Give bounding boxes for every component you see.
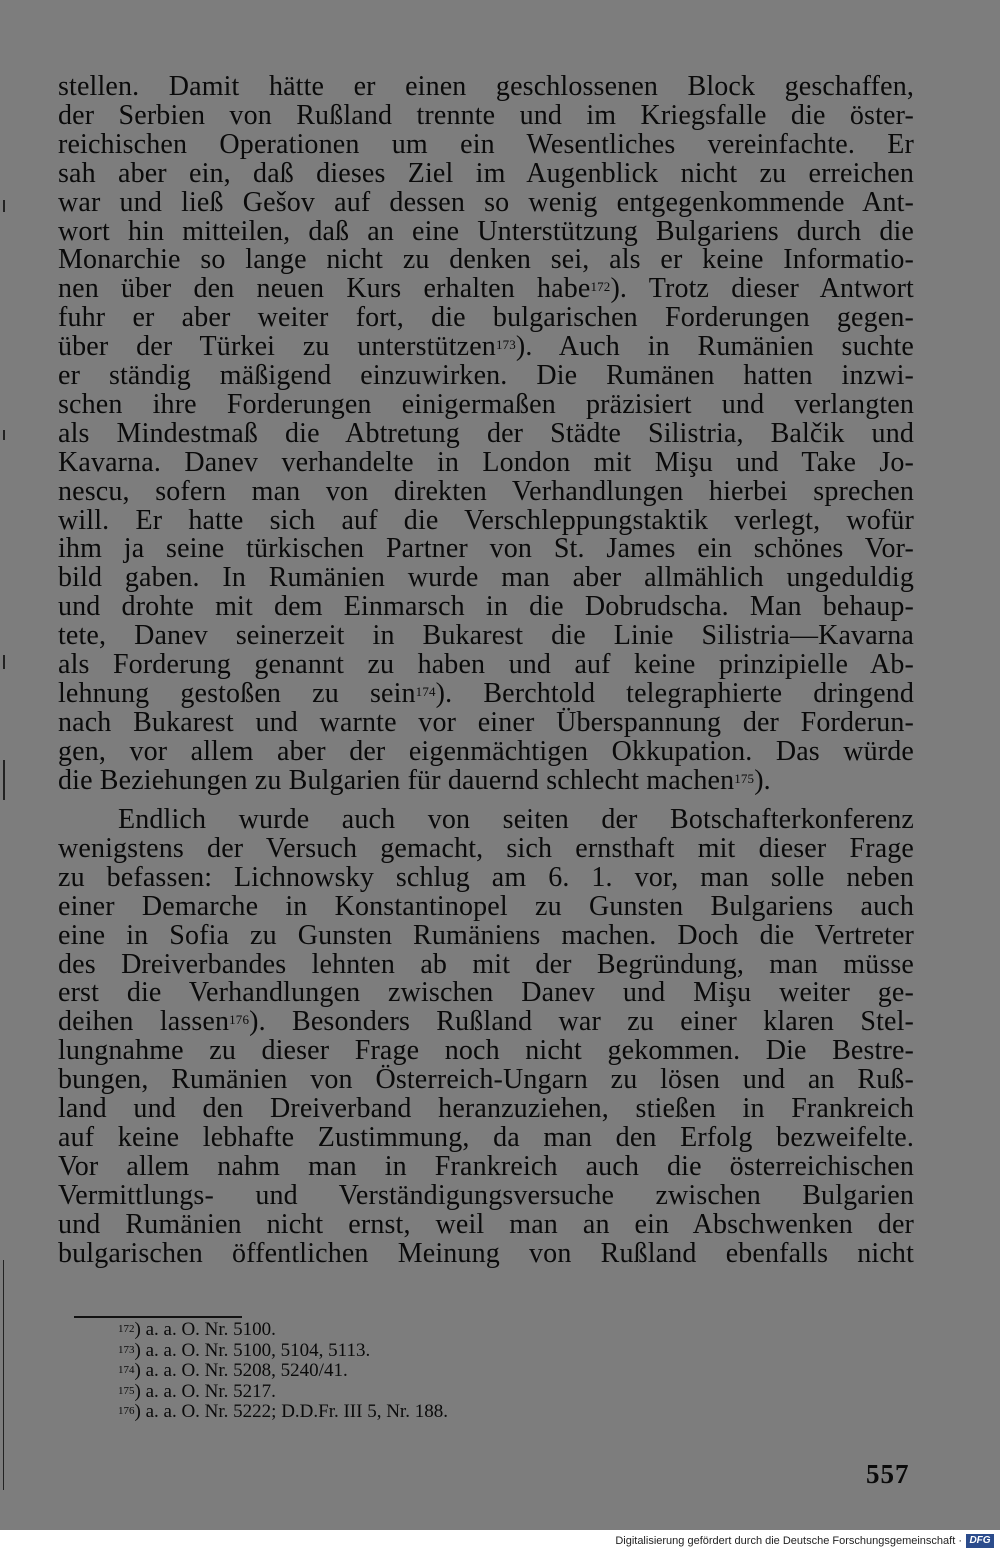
footnote-number: 174 [118,1364,135,1376]
text-line: des Dreiverbandes lehnten ab mit der Begründung, man müsse [58,948,914,980]
text-line: stellen. Damit hätte er einen geschlossenen Block geschaffen, [58,71,914,102]
text-line: bungen, Rumänien von Österreich-Ungarn zu lösen und an Ruß- [58,1064,914,1096]
footnote [118,1341,370,1360]
text-line: nen über den neuen Kurs erhalten habe$^{172}$). Trotz dieser Antwort [58,273,914,305]
footnote-text: ) a. a. O. Nr. 5222; D.D.Fr. III 5, Nr. 188. [134,1401,448,1422]
margin-mark [3,1260,4,1490]
text-line: sah aber ein, daß dieses Ziel im Augenblick nicht zu erreichen [58,157,914,189]
text-line: nach Bukarest und warnte vor einer Überspannung der Forderun- [58,706,914,738]
margin-mark [3,655,5,669]
footnote-text: ) a. a. O. Nr. 5100. [134,1319,276,1340]
text-line: zu befassen: Lichnowsky schlug am 6. 1. vor, man solle neben [58,861,914,893]
margin-mark [3,200,5,212]
footer-bar [0,1530,1000,1555]
text-line: fuhr er aber weiter fort, die bulgarischen Forderungen gegen- [58,302,914,334]
footnote-number: 173 [118,1343,135,1356]
footer-credit: Digitalisierung gefördert durch die Deutsche Forschungsgemeinschaft · [615,1535,962,1547]
footnote-rule [74,1316,242,1318]
footnote [118,1320,276,1339]
text-line: einer Demarche in Konstantinopel zu Gunsten Bulgariens auch [58,890,914,922]
footnote-number: 172 [118,1323,135,1335]
text-line: lungnahme zu dieser Frage noch nicht gekommen. Die Bestre- [58,1035,914,1067]
text-line: schen ihre Forderungen einigermaßen präzisiert und verlangten [58,388,914,420]
text-line: bild gaben. In Rumänien wurde man aber allmählich ungeduldig [58,562,914,594]
footnote [118,1382,276,1401]
text-line: erst die Verhandlungen zwischen Danev und Mişu weiter ge- [58,977,914,1009]
footnote-number: 176 [118,1405,135,1417]
text-line: Vor allem nahm man in Frankreich auch die österreichischen [58,1150,914,1182]
text-line: als Forderung genannt zu haben und auf keine prinzipielle Ab- [58,649,914,680]
text-line: wort hin mitteilen, daß an eine Unterstützung Bulgariens durch die [58,215,914,247]
text-line: nescu, sofern man von direkten Verhandlungen hierbei sprechen [58,475,914,507]
text-line: Kavarna. Danev verhandelte in London mit Mişu und Take Jo- [58,446,914,478]
text-line: als Mindestmaß die Abtretung der Städte Silistria, Balčik und [58,417,914,449]
text-line: der Serbien von Rußland trennte und im Kriegsfalle die öster- [58,99,914,131]
text-line: eine in Sofia zu Gunsten Rumäniens machen. Doch die Vertreter [58,919,914,951]
text-line: land und den Dreiverband heranzuziehen, stießen in Frankreich [58,1093,914,1124]
text-line: tete, Danev seinerzeit in Bukarest die Linie Silistria—Kavarna [58,620,914,652]
footnote-text: ) a. a. O. Nr. 5217. [134,1380,276,1402]
text-line: will. Er hatte sich auf die Verschleppungstaktik verlegt, wofür [58,504,914,536]
footnote-reference: 172 [590,279,611,295]
dfg-logo-icon: DFG [966,1534,994,1548]
page-number: 557 [866,1459,910,1489]
footnote-text: ) a. a. O. Nr. 5100, 5104, 5113. [134,1339,371,1361]
margin-mark [3,760,5,800]
footnote-number: 175 [118,1384,135,1397]
footnote [118,1402,448,1421]
text-line: lehnung gestoßen zu sein$^{174}$). Berchtold telegraphierte dringend [58,677,914,709]
footnote-reference: 173 [495,337,516,353]
text-line: bulgarischen öffentlichen Meinung von Rußland ebenfalls nicht [58,1237,914,1269]
text-line: war und ließ Gešov auf dessen so wenig entgegenkommende Ant- [58,186,914,218]
margin-mark [3,430,5,440]
text-line: die Beziehungen zu Bulgarien für dauernd schlecht machen$^{175}$). [58,764,771,796]
text-line: Vermittlungs- und Verständigungsversuche zwischen Bulgarien [58,1179,914,1211]
text-line: er ständig mäßigend einzuwirken. Die Rumänen hatten inzwi- [58,360,914,391]
footnote-text: ) a. a. O. Nr. 5208, 5240/41. [134,1360,348,1381]
footnote-reference: 176 [229,1012,250,1028]
text-line: Monarchie so lange nicht zu denken sei, als er keine Informatio- [58,244,914,276]
text-line: gen, vor allem aber der eigenmächtigen Okkupation. Das würde [58,735,914,767]
text-line: über der Türkei zu unterstützen$^{173}$). Auch in Rumänien suchte [58,331,914,363]
text-line: wenigstens der Versuch gemacht, sich ernsthaft mit dieser Frage [58,832,914,864]
text-line: und drohte mit dem Einmarsch in die Dobrudscha. Man behaup- [58,591,914,623]
footnote-reference: 175 [734,770,755,786]
text-line: und Rumänien nicht ernst, weil man an ein Abschwenken der [58,1208,914,1240]
footnote-reference: 174 [415,683,436,699]
footnote [118,1361,348,1380]
text-line: reichischen Operationen um ein Wesentliches vereinfachte. Er [58,128,914,160]
text-line: ihm ja seine türkischen Partner von St. James ein schönes Vor- [58,533,914,565]
text-line: deihen lassen$^{176}$). Besonders Rußland war zu einer klaren Stel- [58,1006,914,1038]
text-line: Endlich wurde auch von seiten der Botschafterkonferenz [118,804,914,835]
text-line: auf keine lebhafte Zustimmung, da man den Erfolg bezweifelte. [58,1121,914,1153]
